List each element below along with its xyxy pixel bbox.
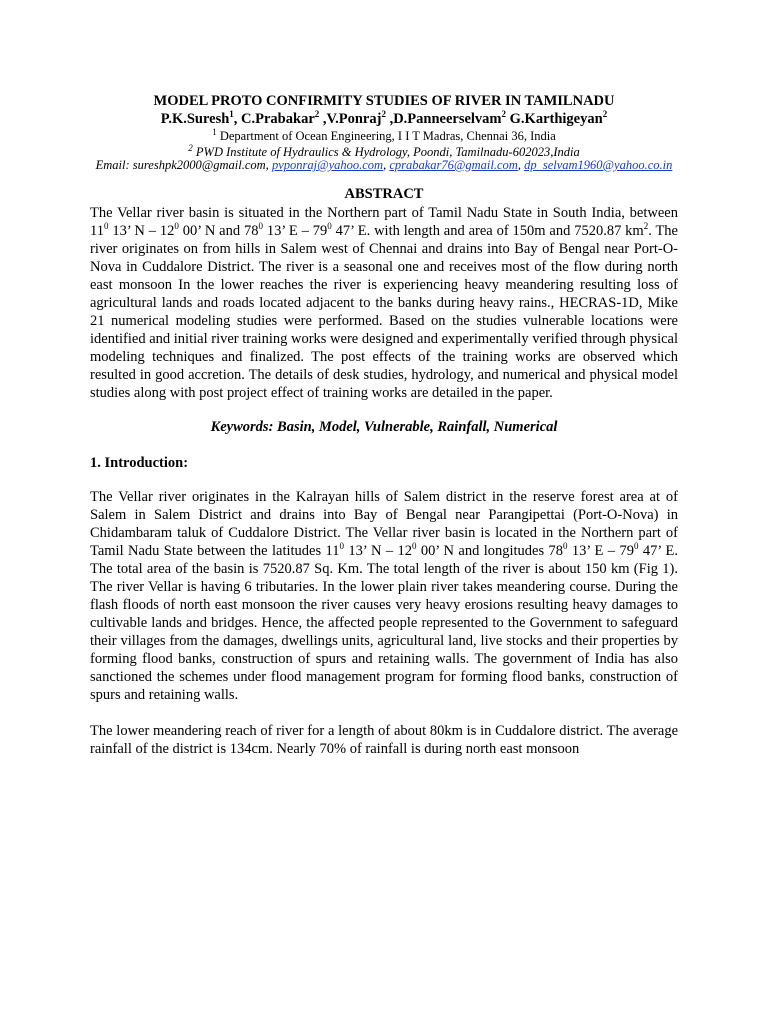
abstract-text: . The river originates on from hills in Salem west of Chennai and drains into Bay of Bengal near Port-O-Nova in Cuddalore District. The river is a seasonal one and receives most of the flow during north east monsoon In the lower reaches the river is experiencing heavy meandering resulting loss of agricultural lands and roads located adjacent to the banks during heavy rains., HECRAS-1D, Mike 21 numerical modeling studies were performed. Based on the studies vulnerable locations were identified and initial river training works were designed and experimentally verified through physical modeling techniques and finalized. The post effects of the training works are observed which resulted in good accretion. The details of desk studies, hydrology, and numerical and physical model studies along with post project effect of training works are detailed in the paper. <box>90 223 678 401</box>
author-list <box>0 111 768 128</box>
degree-mark: 0 <box>103 221 109 232</box>
author-affiliation-mark: 1 <box>229 109 234 120</box>
author-separator: , <box>319 111 327 127</box>
author-name: C.Prabakar <box>241 111 315 127</box>
author-name: V.Ponraj <box>326 111 382 127</box>
author-affiliation-mark: 2 <box>602 109 608 120</box>
email-link-ponraj[interactable]: pvponraj@yahoo.com <box>271 158 384 172</box>
abstract-text: 13’ N – 12 <box>108 223 175 239</box>
abstract-paragraph <box>90 204 678 402</box>
abstract-text: 47’ E. with length and area of 150m and 7520.87 km <box>331 223 644 239</box>
intro-text: The Vellar river originates in the Kalrayan hills of Salem district in the reserve forest area at of Salem in Salem District and drains into Bay of Bengal near Parangipettai (Port-O-Nova) in Chidambaram taluk of Cuddalore District. The Vellar river basin is located in the Northern part of Tamil Nadu State between the latitudes 11 <box>90 489 678 559</box>
degree-mark: 0 <box>563 541 568 552</box>
section-heading-introduction: 1. Introduction: <box>90 455 189 471</box>
author-affiliation-mark: 2 <box>501 109 507 120</box>
affiliation-text: PWD Institute of Hydraulics & Hydrology, Poondi, Tamilnadu-602023,India <box>192 145 580 159</box>
email-label: Email: sureshpk2000@gmail.com, <box>95 158 272 172</box>
author-name: D.Panneerselvam <box>393 111 502 127</box>
degree-mark: 0 <box>174 221 179 232</box>
email-line: Email: sureshpk2000@gmail.com, pvponraj@yahoo.com, cprabakar76@gmail.com, dp_selvam1960@yahoo.co.in <box>95 158 673 172</box>
author-affiliation-mark: 2 <box>314 109 320 120</box>
intro-text: 13’ N – 12 <box>343 543 412 559</box>
degree-mark: 0 <box>327 221 332 232</box>
degree-mark: 0 <box>339 541 344 552</box>
intro-text: 13’ E – 79 <box>567 543 634 559</box>
affiliation-text: Department of Ocean Engineering, I I T Madras, Chennai 36, India <box>216 129 556 143</box>
intro-text: 00’ N and longitudes 78 <box>416 543 564 559</box>
author-name: P.K.Suresh <box>160 111 230 127</box>
author-separator: , <box>233 111 242 127</box>
author-separator: , <box>385 111 394 127</box>
abstract-heading: ABSTRACT <box>344 186 424 202</box>
abstract-text: 00’ N and 78 <box>178 223 259 239</box>
degree-mark: 0 <box>412 541 417 552</box>
degree-mark: 0 <box>258 221 263 232</box>
abstract-text: 13’ E – 79 <box>262 223 328 239</box>
squared-mark: 2 <box>643 221 649 232</box>
author-name: G.Karthigeyan <box>509 111 603 127</box>
intro-text: 47’ E. The total area of the basin is 7520.87 Sq. Km. The total length of the river is about 150 km (Fig 1). The river Vellar is having 6 tributaries. In the lower plain river takes meandering course. During the flash floods of north east monsoon the river causes very heavy erosions resulting heavy damages to cultivable lands and bridges. Hence, the affected people represented to the Government to safeguard their villages from the damages, dwellings units, agricultural land, live stocks and their properties by forming flood banks, construction of spurs and retaining walls. The government of India has also sanctioned the schemes under flood management program for forming flood banks, construction of spurs and retaining walls. <box>90 543 678 703</box>
affiliation-mark: 1 <box>212 126 217 137</box>
abstract-text: The Vellar river basin is situated in the Northern part of Tamil Nadu State in South India, between 11 <box>90 205 678 239</box>
email-link-selvam[interactable]: dp_selvam1960@yahoo.co.in <box>524 158 673 172</box>
degree-mark: 0 <box>633 541 639 552</box>
author-affiliation-mark: 2 <box>381 109 386 120</box>
email-link-prabakar[interactable]: cprabakar76@gmail.com <box>389 158 518 172</box>
affiliation-1 <box>0 126 768 144</box>
intro-paragraph-1 <box>90 488 678 704</box>
paper-title: MODEL PROTO CONFIRMITY STUDIES OF RIVER IN TAMILNADU <box>153 93 615 109</box>
intro-paragraph-2: The lower meandering reach of river for a length of about 80km is in Cuddalore district. The average rainfall of the district is 134cm. Nearly 70% of rainfall is during north east monsoon <box>90 723 678 757</box>
keywords-line: Keywords: Basin, Model, Vulnerable, Rainfall, Numerical <box>210 419 558 435</box>
affiliation-mark: 2 <box>188 142 193 153</box>
